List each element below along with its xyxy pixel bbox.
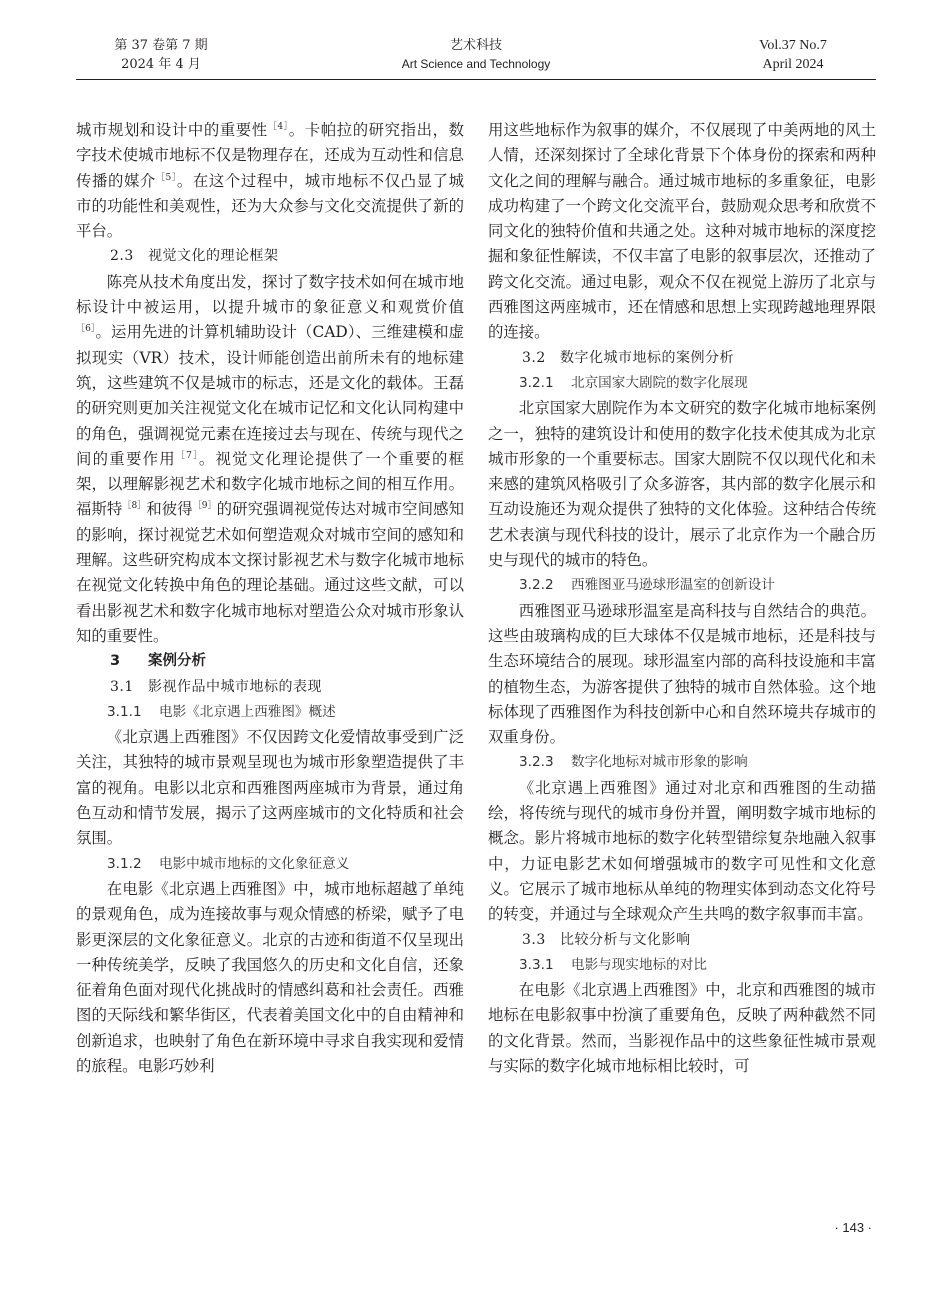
paragraph: 在电影《北京遇上西雅图》中，北京和西雅图的城市地标在电影叙事中扮演了重要角色，反映了两种截然不同的文化背景。然而，当影视作品中的这些象征性城市景观与实际的数字化城市地标相比较时，可 — [488, 981, 876, 1075]
header-journal-cn: 艺术科技 — [449, 38, 502, 53]
right-column — [488, 118, 876, 1079]
header-volume-issue: 第 37 卷第 7 期 — [114, 38, 208, 53]
page-header — [76, 36, 876, 78]
section-heading-3-3: 3.3 比较分析与文化影响 — [522, 931, 691, 948]
section-heading-3-3-1: 3.3.1 电影与现实地标的对比 — [519, 956, 707, 973]
paragraph: 城市规划和设计中的重要性$^{[4]}$。卡帕拉的研究指出，数字技术使城市地标不仅是物理存在，还成为互动性和信息传播的媒介$^{[5]}$。在这个过程中，城市地标不仅凸显了城市的功能性和美观性，还为大众参与文化交流提供了新的平台。 — [76, 121, 464, 241]
section-heading-3-2-3: 3.2.3 数字化地标对城市形象的影响 — [519, 754, 748, 771]
paragraph: 《北京遇上西雅图》通过对北京和西雅图的生动描绘，将传统与现代的城市身份并置，阐明数字城市地标的概念。影片将城市地标的数字化转型错综复杂地融入叙事中，力证电影艺术如何增强城市的数字可见性和文化意义。它展示了城市地标从单纯的物理实体到动态文化符号的转变，并通过与全球观众产生共鸣的数字叙事而丰富。 — [488, 778, 876, 924]
section-heading-3-1: 3.1 影视作品中城市地标的表现 — [110, 678, 322, 695]
section-heading-2-3: 2.3 视觉文化的理论框架 — [110, 248, 279, 265]
header-issue-en — [728, 36, 858, 74]
citation: ［7］ — [175, 450, 199, 461]
header-issue — [96, 36, 226, 74]
paragraph: 用这些地标作为叙事的媒介，不仅展现了中美两地的风土人情，还深刻探讨了全球化背景下个体身份的探索和两种文化之间的理解与融合。通过城市地标的多重象征，电影成功构建了一个跨文化交流平台，鼓励观众思考和欣赏不同文化的独特价值和共通之处。这种对城市地标的深度挖掘和象征性解读，不仅丰富了电影的叙事层次，还推动了跨文化交流。通过电影，观众不仅在视觉上游历了北京与西雅图这两座城市，还在情感和思想上实现跨越地理界限的连接。 — [488, 121, 876, 342]
paragraph: 西雅图亚马逊球形温室是高科技与自然结合的典范。这些由玻璃构成的巨大球体不仅是城市地标，还是科技与生态环境结合的展现。球形温室内部的高科技设施和丰富的植物生态，为游客提供了独特的城市自然体验。这个地标体现了西雅图作为科技创新中心和自然环境共存城市的双重身份。 — [488, 601, 876, 747]
header-date-en: April 2024 — [762, 57, 824, 72]
section-heading-3-2-1: 3.2.1 北京国家大剧院的数字化展现 — [519, 374, 748, 391]
header-date: 2024 年 4 月 — [121, 57, 201, 72]
citation: ［5］ — [155, 172, 177, 183]
section-heading-3-2-2: 3.2.2 西雅图亚马逊球形温室的创新设计 — [519, 577, 775, 594]
section-heading-3-2: 3.2 数字化城市地标的案例分析 — [522, 349, 734, 366]
citation: ［6］ — [76, 324, 96, 335]
header-journal — [376, 36, 576, 74]
header-volume-en: Vol.37 No.7 — [759, 38, 827, 53]
paragraph: 《北京遇上西雅图》不仅因跨文化爱情故事受到广泛关注，其独特的城市景观呈现也为城市形象塑造提供了丰富的视角。电影以北京和西雅图两座城市为背景，通过角色互动和情节发展，揭示了这两座城市的文化特质和社会氛围。 — [76, 728, 464, 848]
citation: ［9］ — [192, 501, 217, 512]
paragraph: 在电影《北京遇上西雅图》中，城市地标超越了单纯的景观角色，成为连接故事与观众情感的桥梁，赋予了电影更深层的文化象征意义。北京的古迹和街道不仅呈现出一种传统美学，反映了我国悠久的历史和文化自信，还象征着角色面对现代化挑战时的情感纠葛和社会责任。西雅图的天际线和繁华街区，代表着美国文化中的自由精神和创新追求，也映射了角色在新环境中寻求自我实现和爱情的旅程。电影巧妙利 — [76, 879, 464, 1075]
citation: ［8］ — [122, 501, 147, 512]
section-heading-3-1-2: 3.1.2 电影中城市地标的文化象征意义 — [107, 855, 350, 872]
section-heading-3-1-1: 3.1.1 电影《北京遇上西雅图》概述 — [107, 703, 336, 720]
paragraph: 陈亮从技术角度出发，探讨了数字技术如何在城市地标设计中被运用，以提升城市的象征意义和观赏价值$^{[6]}$。运用先进的计算机辅助设计（CAD）、三维建模和虚拟现实（VR）技术，设计师能创造出前所未有的地标建筑，这些建筑不仅是城市的标志，还是文化的载体。王磊的研究则更加关注视觉文化在城市记忆和文化认同构建中的角色，强调视觉元素在连接过去与现在、传统与现代之间的重要作用$^{[7]}$。视觉文化理论提供了一个重要的框架，以理解影视艺术和数字化城市地标之间的相互作用。福斯特$^{[8]}$和彼得$^{[9]}$的研究强调视觉传达对城市空间感知的影响，探讨视觉艺术如何塑造观众对城市空间的感知和理解。这些研究构成本文探讨影视艺术与数字化城市地标在视觉文化转换中角色的理论基础。通过这些文献，可以看出影视艺术和数字化城市地标对塑造公众对城市形象认知的重要性。 — [76, 272, 464, 645]
paragraph: 北京国家大剧院作为本文研究的数字化城市地标案例之一，独特的建筑设计和使用的数字化技术使其成为北京城市形象的一个重要标志。国家大剧院不仅以现代化和未来感的建筑风格吸引了众多游客，其内部的数字化展示和互动设施还为观众提供了独特的文化体验。这种结合传统艺术表演与现代科技的设计，展示了北京作为一个融合历史与现代的城市的特色。 — [488, 399, 876, 570]
header-journal-en: Art Science and Technology — [401, 57, 551, 71]
header-rule — [76, 79, 876, 80]
page-number: · 143 · — [834, 1220, 872, 1235]
citation: ［4］ — [267, 122, 289, 132]
left-column — [76, 118, 464, 1079]
section-heading-3: 3 案例分析 — [110, 653, 206, 670]
